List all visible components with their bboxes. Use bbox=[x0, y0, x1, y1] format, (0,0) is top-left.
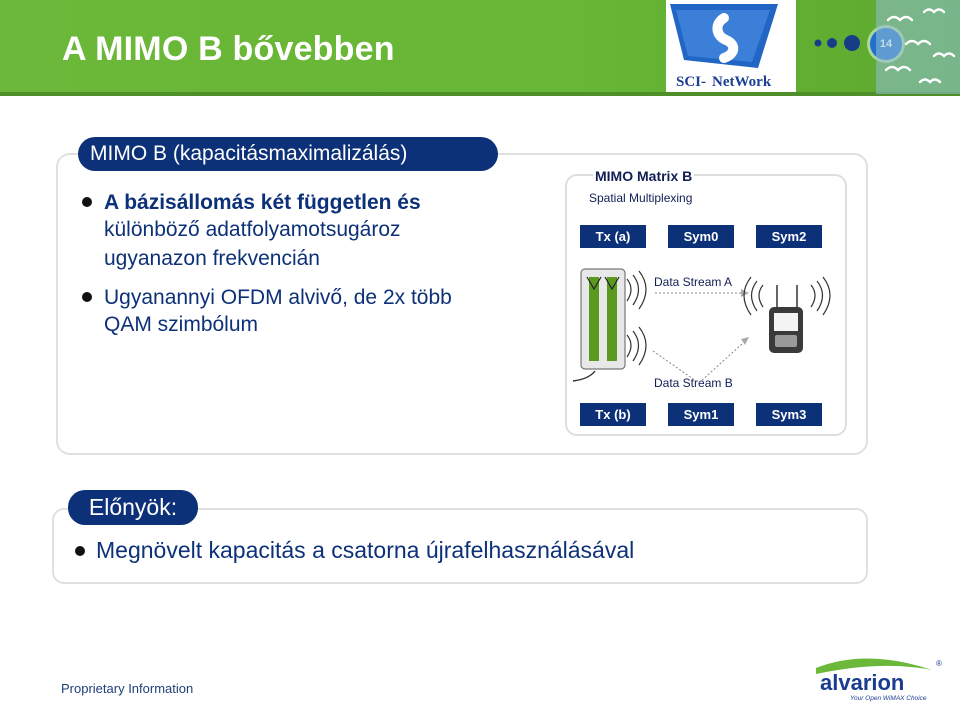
bullet-1-line-3: ugyanazon frekvencián bbox=[104, 247, 320, 270]
bullet-dot bbox=[82, 197, 92, 207]
alvarion-logo bbox=[812, 654, 944, 702]
bullet-dot bbox=[75, 546, 85, 556]
bullet-1-line-1: A bázisállomás két független és bbox=[104, 191, 421, 214]
advantage-bullet: Megnövelt kapacitás a csatorna újrafelhasználásával bbox=[96, 537, 635, 563]
cell-sym0: Sym0 bbox=[668, 225, 734, 248]
bullet-2-line-2: QAM szimbólum bbox=[104, 313, 259, 336]
matrix-subtitle: Spatial Multiplexing bbox=[589, 191, 693, 205]
matrix-title: MIMO Matrix B bbox=[595, 168, 693, 184]
stream-a-label: Data Stream A bbox=[654, 275, 733, 289]
cell-sym1: Sym1 bbox=[668, 403, 734, 426]
footer-proprietary: Proprietary Information bbox=[61, 681, 194, 696]
handheld-device-icon bbox=[769, 285, 803, 353]
alvarion-registered-mark: ® bbox=[936, 659, 942, 668]
cell-tx-b: Tx (b) bbox=[580, 403, 646, 426]
cell-tx-a: Tx (a) bbox=[580, 225, 646, 248]
alvarion-brand-text: alvarion bbox=[820, 670, 905, 695]
cell-sym3: Sym3 bbox=[756, 403, 822, 426]
sci-network-logo bbox=[666, 0, 796, 92]
bullet-dot bbox=[82, 292, 92, 302]
radio-waves-icon bbox=[627, 271, 646, 365]
mimo-diagram-graphic bbox=[565, 255, 845, 395]
birds-decoration-icon bbox=[876, 0, 960, 94]
section-heading-advantages: Előnyök: bbox=[68, 490, 198, 525]
cell-sym2: Sym2 bbox=[756, 225, 822, 248]
stream-b-label: Data Stream B bbox=[654, 376, 733, 390]
logo-text-right: NetWork bbox=[712, 74, 772, 90]
sci-network-logo-mark bbox=[666, 0, 796, 92]
bullet-2-line-1: Ugyanannyi OFDM alvivő, de 2x több bbox=[104, 286, 452, 309]
progress-dots-icon bbox=[812, 30, 872, 56]
section-heading-mimo-b: MIMO B (kapacitásmaximalizálás) bbox=[78, 137, 498, 171]
bullet-1-line-2: különböző adatfolyamotsugároz bbox=[104, 218, 401, 241]
page-title: A MIMO B bővebben bbox=[62, 30, 395, 68]
alvarion-tagline: Your Open WiMAX Choice bbox=[850, 695, 927, 702]
base-station-antenna-icon bbox=[573, 269, 625, 381]
logo-text-left: SCI- bbox=[676, 74, 707, 90]
